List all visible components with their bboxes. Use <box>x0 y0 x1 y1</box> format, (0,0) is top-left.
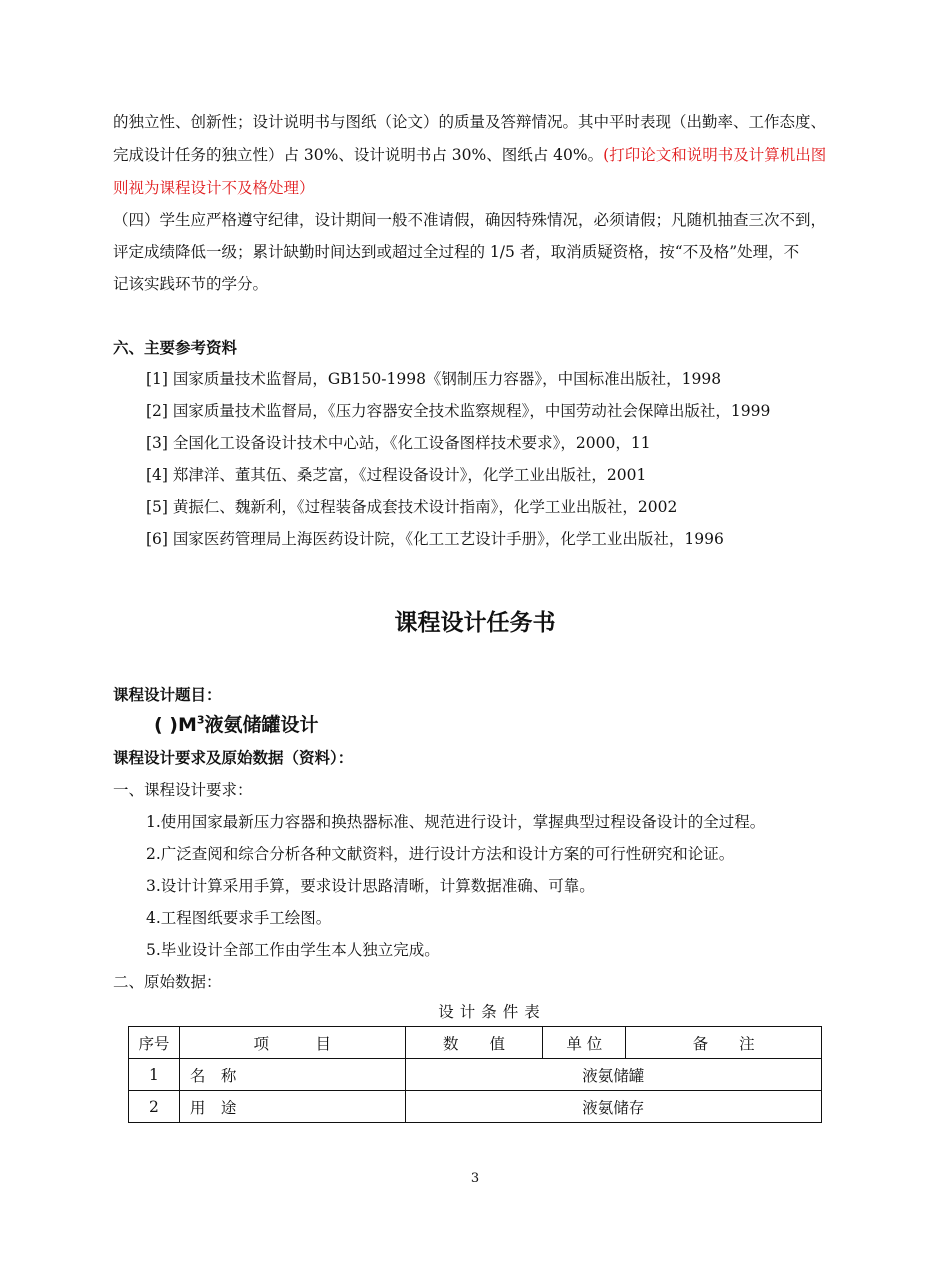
references-heading: 六、主要参考资料 <box>113 339 238 357</box>
table-caption: 设计条件表 <box>438 1003 546 1021</box>
table-row <box>129 1059 822 1091</box>
table-cell: 用 途 <box>179 1091 405 1123</box>
requirement-item: 1.使用国家最新压力容器和换热器标准、规范进行设计，掌握典型过程设备设计的全过程。 <box>146 813 766 831</box>
topic-suffix: 液氨储罐设计 <box>204 714 319 736</box>
table-cell: 1 <box>129 1059 180 1091</box>
header-cell: 备 注 <box>626 1027 822 1059</box>
reference-item: [1] 国家质量技术监督局，GB150-1998《钢制压力容器》，中国标准出版社，1998 <box>146 370 722 388</box>
reference-item: [4] 郑津洋、董其伍、桑芝富，《过程设备设计》，化学工业出版社，2001 <box>146 466 647 484</box>
paragraph-text: 完成设计任务的独立性）占 30%、设计说明书占 30%、图纸占 40%。 <box>113 146 604 164</box>
red-note: (打印论文和说明书及计算机出图 <box>603 146 827 164</box>
header-cell: 序号 <box>129 1027 180 1059</box>
topic-prefix: ( )M <box>154 714 197 736</box>
paragraph-line: （四）学生应严格遵守纪律，设计期间一般不准请假，确因特殊情况，必须请假；凡随机抽查三次不到， <box>113 211 827 229</box>
section-heading: 一、课程设计要求： <box>113 781 253 799</box>
paragraph-line <box>113 143 826 165</box>
paragraph-line: 评定成绩降低一级；累计缺勤时间达到或超过全过程的 1/5 者，取消质疑资格，按“不及格”处理，不 <box>113 243 800 261</box>
reference-item: [5] 黄振仁、魏新利，《过程装备成套技术设计指南》，化学工业出版社，2002 <box>146 498 678 516</box>
task-title: 课程设计任务书 <box>394 610 556 636</box>
design-conditions-table <box>128 1026 822 1123</box>
requirement-item: 4.工程图纸要求手工绘图。 <box>146 909 332 927</box>
header-cell: 数 值 <box>405 1027 543 1059</box>
header-cell: 项 目 <box>179 1027 405 1059</box>
reference-item: [3] 全国化工设备设计技术中心站，《化工设备图样技术要求》，2000，11 <box>146 434 651 452</box>
paragraph-line: 记该实践环节的学分。 <box>113 275 269 293</box>
table-cell: 液氨储罐 <box>405 1059 821 1091</box>
topic-superscript: 3 <box>196 713 205 727</box>
table-header-row <box>129 1027 822 1059</box>
requirements-label: 课程设计要求及原始数据（资料）： <box>113 749 354 767</box>
requirement-item: 3.设计计算采用手算，要求设计思路清晰，计算数据准确、可靠。 <box>146 877 595 895</box>
table-cell: 名 称 <box>179 1059 405 1091</box>
table-cell: 液氨储存 <box>405 1091 821 1123</box>
table-cell: 2 <box>129 1091 180 1123</box>
table-row <box>129 1091 822 1123</box>
page-number: 3 <box>470 1171 480 1186</box>
reference-item: [2] 国家质量技术监督局，《压力容器安全技术监察规程》，中国劳动社会保障出版社，1999 <box>146 402 771 420</box>
topic-title <box>154 710 319 737</box>
paragraph-line: 的独立性、创新性；设计说明书与图纸（论文）的质量及答辩情况。其中平时表现（出勤率、工作态度、 <box>113 113 827 131</box>
section-heading: 二、原始数据： <box>113 973 222 991</box>
red-note: 则视为课程设计不及格处理） <box>113 179 315 197</box>
requirement-item: 5.毕业设计全部工作由学生本人独立完成。 <box>146 941 440 959</box>
requirement-item: 2.广泛查阅和综合分析各种文献资料，进行设计方法和设计方案的可行性研究和论证。 <box>146 845 735 863</box>
reference-item: [6] 国家医药管理局上海医药设计院，《化工工艺设计手册》，化学工业出版社，1996 <box>146 530 724 548</box>
header-cell: 单 位 <box>543 1027 626 1059</box>
topic-label: 课程设计题目： <box>113 686 222 704</box>
